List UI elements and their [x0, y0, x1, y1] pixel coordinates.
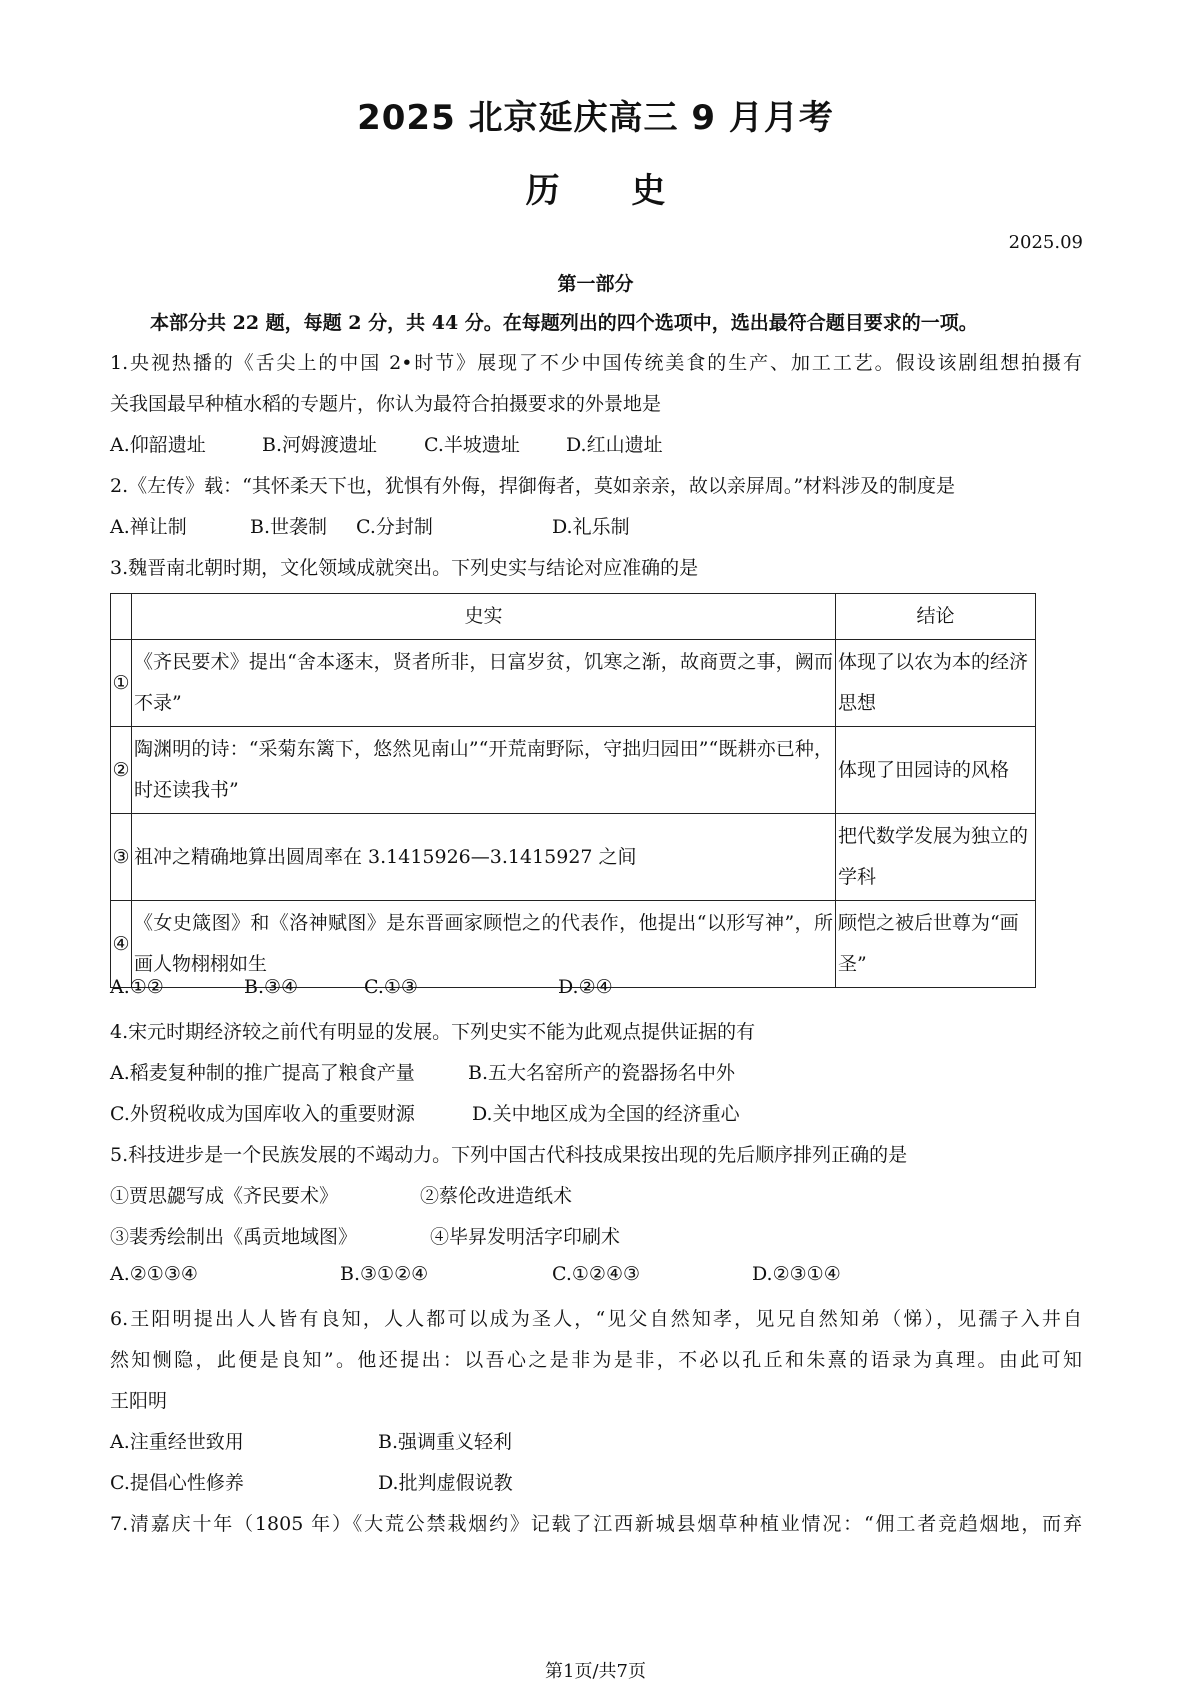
table-row — [111, 901, 1036, 988]
q2-stem-line1: 2.《左传》载：“其怀柔天下也，犹惧有外侮，捍御侮者，莫如亲亲，故以亲屏周。”材料涉及的制度是 — [110, 475, 956, 497]
q5-item-4: ④毕昇发明活字印刷术 — [430, 1226, 621, 1248]
q3-row1-fact: 《齐民要术》提出“舍本逐末，贤者所非，日富岁贫，饥寒之渐，故商贾之事，阙而不录” — [131, 640, 835, 727]
q3-row2-num: ② — [111, 727, 132, 814]
subject-title: 历 史 — [525, 171, 666, 211]
q3-table-header-num — [111, 594, 132, 640]
q5-option-a: A.②①③④ — [110, 1263, 198, 1285]
q4-stem-line1: 4.宋元时期经济较之前代有明显的发展。下列史实不能为此观点提供证据的有 — [110, 1021, 756, 1043]
q3-row3-conclusion: 把代数学发展为独立的学科 — [835, 814, 1035, 901]
q5-option-d: D.②③①④ — [752, 1263, 841, 1285]
q4-option-d: D.关中地区成为全国的经济重心 — [472, 1103, 740, 1125]
table-row — [111, 640, 1036, 727]
q5-option-c: C.①②④③ — [552, 1263, 641, 1285]
q1-option-b: B.河姆渡遗址 — [262, 434, 378, 456]
q4-option-c: C.外贸税收成为国库收入的重要财源 — [110, 1103, 415, 1125]
exam-date: 2025.09 — [1008, 232, 1083, 253]
q3-table — [110, 593, 1036, 988]
q3-table-header-row — [111, 594, 1036, 640]
q3-row2-conclusion: 体现了田园诗的风格 — [835, 727, 1035, 814]
q1-option-d: D.红山遗址 — [566, 434, 663, 456]
q2-option-b: B.世袭制 — [250, 516, 328, 538]
q3-row1-conclusion: 体现了以农为本的经济思想 — [835, 640, 1035, 727]
q3-row1-num: ① — [111, 640, 132, 727]
q3-option-a: A.①② — [110, 976, 164, 998]
q6-option-b: B.强调重义轻利 — [378, 1431, 513, 1453]
q6-stem-line3: 王阳明 — [110, 1390, 168, 1412]
q6-stem-line2: 然知恻隐，此便是良知”。他还提出：以吾心之是非为是非，不必以孔丘和朱熹的语录为真理。由此可知 — [110, 1349, 1082, 1371]
q3-stem-line1: 3.魏晋南北朝时期，文化领域成就突出。下列史实与结论对应准确的是 — [110, 557, 699, 579]
q5-stem-line1: 5.科技进步是一个民族发展的不竭动力。下列中国古代科技成果按出现的先后顺序排列正确的是 — [110, 1144, 908, 1166]
q3-table-header-conclusion: 结论 — [835, 594, 1035, 640]
q2-option-c: C.分封制 — [356, 516, 433, 538]
q6-option-d: D.批判虚假说教 — [378, 1472, 513, 1494]
page-number: 第1页/共7页 — [545, 1661, 646, 1682]
exam-title: 2025 北京延庆高三 9 月月考 — [357, 98, 834, 138]
q5-item-3: ③裴秀绘制出《禹贡地域图》 — [110, 1226, 358, 1248]
q3-option-d: D.②④ — [558, 976, 613, 998]
q4-option-b: B.五大名窑所产的瓷器扬名中外 — [468, 1062, 736, 1084]
q3-table-header-fact: 史实 — [131, 594, 835, 640]
q3-row4-fact: 《女史箴图》和《洛神赋图》是东晋画家顾恺之的代表作，他提出“以形写神”，所画人物栩栩如生 — [131, 901, 835, 988]
q5-item-2: ②蔡伦改进造纸术 — [420, 1185, 573, 1207]
q2-option-a: A.禅让制 — [110, 516, 187, 538]
q1-option-c: C.半坡遗址 — [424, 434, 520, 456]
q6-stem-line1: 6.王阳明提出人人皆有良知，人人都可以成为圣人，“见父自然知孝，见兄自然知弟（悌），见孺子入井自 — [110, 1308, 1082, 1330]
q3-row3-fact: 祖冲之精确地算出圆周率在 3.1415926—3.1415927 之间 — [131, 814, 835, 901]
q3-row4-num: ④ — [111, 901, 132, 988]
q3-row3-num: ③ — [111, 814, 132, 901]
q5-item-1: ①贾思勰写成《齐民要术》 — [110, 1185, 339, 1207]
q1-stem-line1: 1.央视热播的《舌尖上的中国 2•时节》展现了不少中国传统美食的生产、加工工艺。假设该剧组想拍摄有 — [110, 352, 1082, 374]
q3-row4-conclusion: 顾恺之被后世尊为“画圣” — [835, 901, 1035, 988]
section-instructions: 本部分共 22 题，每题 2 分，共 44 分。在每题列出的四个选项中，选出最符合题目要求的一项。 — [150, 312, 978, 334]
q3-row2-fact: 陶渊明的诗：“采菊东篱下，悠然见南山”“开荒南野际，守拙归园田”“既耕亦已种，时还读我书” — [131, 727, 835, 814]
q1-option-a: A.仰韶遗址 — [110, 434, 206, 456]
q4-option-a: A.稻麦复种制的推广提高了粮食产量 — [110, 1062, 415, 1084]
q5-option-b: B.③①②④ — [340, 1263, 429, 1285]
q7-stem-line1: 7.清嘉庆十年（1805 年）《大荒公禁栽烟约》记载了江西新城县烟草种植业情况：“佣工者竞趋烟地，而弃 — [110, 1513, 1082, 1535]
q6-option-a: A.注重经世致用 — [110, 1431, 244, 1453]
table-row — [111, 727, 1036, 814]
q3-option-c: C.①③ — [364, 976, 418, 998]
q1-stem-line2: 关我国最早种植水稻的专题片，你认为最符合拍摄要求的外景地是 — [110, 393, 662, 415]
section-heading: 第一部分 — [557, 273, 634, 295]
table-row — [111, 814, 1036, 901]
q6-option-c: C.提倡心性修养 — [110, 1472, 244, 1494]
q2-option-d: D.礼乐制 — [552, 516, 630, 538]
q3-option-b: B.③④ — [244, 976, 299, 998]
